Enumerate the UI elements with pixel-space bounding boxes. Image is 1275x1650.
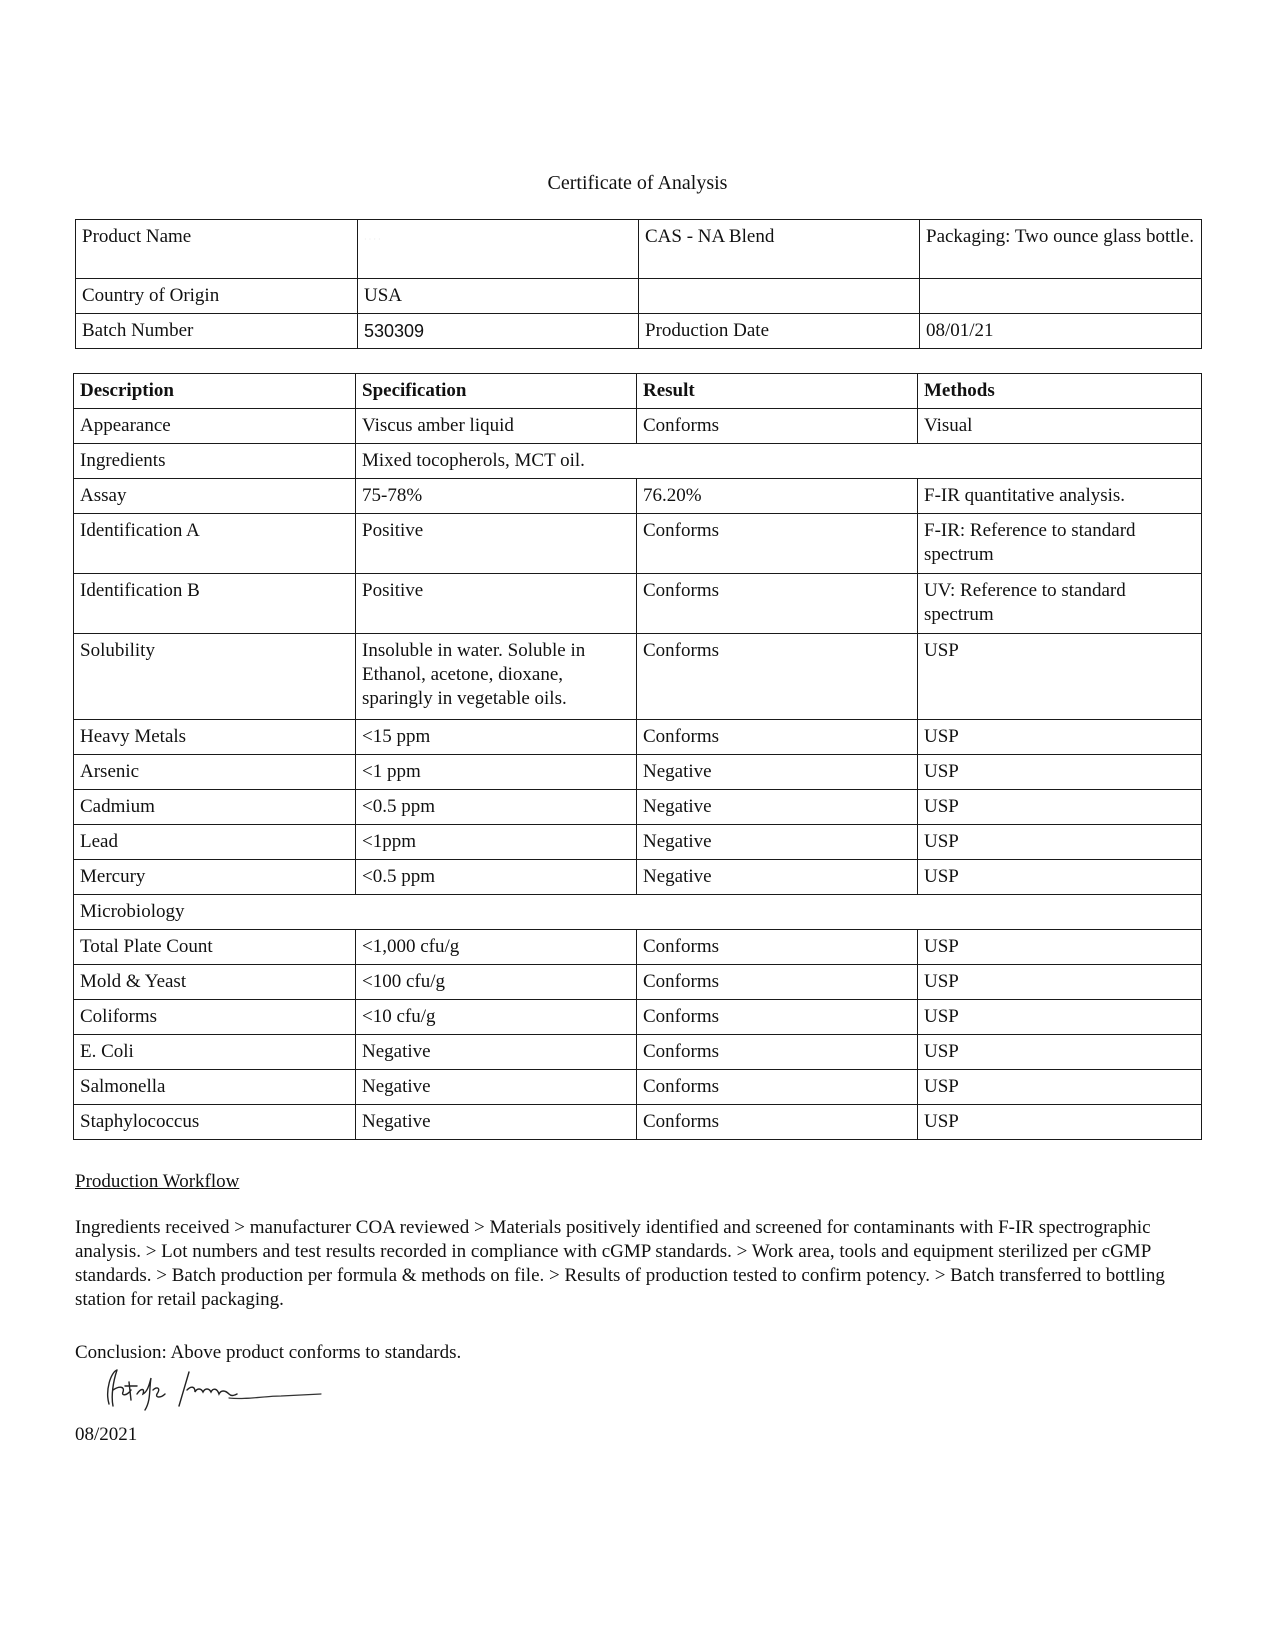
table-row: [74, 825, 1202, 860]
result-cell: Negative: [637, 790, 918, 825]
result-cell: Conforms: [637, 574, 918, 634]
description-cell: Arsenic: [74, 755, 356, 790]
specification-cell: <1ppm: [356, 825, 637, 860]
column-header-specification: Specification: [356, 374, 637, 409]
table-row: [76, 314, 1202, 349]
method-cell: USP: [918, 720, 1202, 755]
result-cell: Negative: [637, 825, 918, 860]
redacted-product-name: · · · ·: [364, 235, 381, 244]
method-cell: USP: [918, 965, 1202, 1000]
table-row: [74, 860, 1202, 895]
table-row: [74, 1035, 1202, 1070]
description-cell: E. Coli: [74, 1035, 356, 1070]
method-cell: USP: [918, 825, 1202, 860]
method-cell: USP: [918, 634, 1202, 720]
description-cell: Total Plate Count: [74, 930, 356, 965]
column-header-result: Result: [637, 374, 918, 409]
description-cell: Identification B: [74, 574, 356, 634]
table-row: [74, 755, 1202, 790]
description-cell: Coliforms: [74, 1000, 356, 1035]
method-cell: USP: [918, 860, 1202, 895]
table-row: [74, 634, 1202, 720]
production-date-value: 08/01/21: [920, 314, 1202, 349]
description-cell: Staphylococcus: [74, 1105, 356, 1140]
table-row: [76, 220, 1202, 279]
description-cell: Solubility: [74, 634, 356, 720]
product-info-table: [75, 219, 1202, 349]
description-cell: Mercury: [74, 860, 356, 895]
method-cell: USP: [918, 1035, 1202, 1070]
specification-cell: Negative: [356, 1105, 637, 1140]
conclusion-text: Conclusion: Above product conforms to standards.: [75, 1342, 462, 1363]
country-label: Country of Origin: [76, 279, 358, 314]
result-cell: Conforms: [637, 409, 918, 444]
result-cell: 76.20%: [637, 479, 918, 514]
description-cell: Appearance: [74, 409, 356, 444]
table-row: [74, 790, 1202, 825]
specification-cell: <100 cfu/g: [356, 965, 637, 1000]
result-cell: Conforms: [637, 1000, 918, 1035]
description-cell: Cadmium: [74, 790, 356, 825]
method-cell: F-IR: Reference to standard spectrum: [918, 514, 1202, 574]
result-cell: Conforms: [637, 514, 918, 574]
signature-icon: [95, 1360, 325, 1416]
table-row: [74, 444, 1202, 479]
page-title: Certificate of Analysis: [547, 172, 728, 194]
specification-cell: Negative: [356, 1035, 637, 1070]
specification-cell: Positive: [356, 514, 637, 574]
cas-label: CAS - NA Blend: [639, 220, 920, 279]
description-cell: Lead: [74, 825, 356, 860]
description-cell: Assay: [74, 479, 356, 514]
specification-cell: 75-78%: [356, 479, 637, 514]
table-row: [74, 965, 1202, 1000]
method-cell: USP: [918, 755, 1202, 790]
method-cell: F-IR quantitative analysis.: [918, 479, 1202, 514]
column-header-methods: Methods: [918, 374, 1202, 409]
method-cell: USP: [918, 1105, 1202, 1140]
table-row: [76, 279, 1202, 314]
specification-cell: <10 cfu/g: [356, 1000, 637, 1035]
method-cell: Visual: [918, 409, 1202, 444]
microbiology-section-label: Microbiology: [74, 895, 1202, 930]
result-cell: Conforms: [637, 930, 918, 965]
description-cell: Mold & Yeast: [74, 965, 356, 1000]
batch-label: Batch Number: [76, 314, 358, 349]
result-cell: Conforms: [637, 634, 918, 720]
result-cell: Conforms: [637, 1105, 918, 1140]
result-cell: Negative: [637, 755, 918, 790]
result-cell: Negative: [637, 860, 918, 895]
description-cell: Identification A: [74, 514, 356, 574]
signature-date: 08/2021: [75, 1424, 138, 1445]
table-row: [74, 409, 1202, 444]
production-date-label: Production Date: [639, 314, 920, 349]
specification-cell: <0.5 ppm: [356, 860, 637, 895]
specification-cell: Mixed tocopherols, MCT oil.: [356, 444, 1202, 479]
table-row: [74, 514, 1202, 574]
table-row: [74, 1000, 1202, 1035]
table-row: [74, 720, 1202, 755]
table-row: [74, 1105, 1202, 1140]
product-name-label: Product Name: [76, 220, 358, 279]
empty-cell: [920, 279, 1202, 314]
specification-cell: <1 ppm: [356, 755, 637, 790]
country-value: USA: [358, 279, 639, 314]
method-cell: USP: [918, 930, 1202, 965]
method-cell: USP: [918, 1000, 1202, 1035]
batch-value: 530309: [358, 314, 639, 349]
analysis-table: [73, 373, 1202, 1140]
method-cell: USP: [918, 1070, 1202, 1105]
result-cell: Conforms: [637, 965, 918, 1000]
specification-cell: Insoluble in water. Soluble in Ethanol, acetone, dioxane, sparingly in vegetable oils.: [356, 634, 637, 720]
production-workflow-text: Ingredients received > manufacturer COA reviewed > Materials positively identified and screened for contaminants with F-IR spectrographic analysis. > Lot numbers and test results recorded in compliance with cGMP standards. > Work area, tools and equipment sterilized per cGMP standards. > Batch production per formula & methods on file. > Results of production tested to confirm potency. > Batch transferred to bottling station for retail packaging.: [75, 1217, 1165, 1310]
production-workflow-heading: Production Workflow: [75, 1171, 240, 1192]
specification-cell: <1,000 cfu/g: [356, 930, 637, 965]
description-cell: Ingredients: [74, 444, 356, 479]
specification-cell: Negative: [356, 1070, 637, 1105]
description-cell: Salmonella: [74, 1070, 356, 1105]
method-cell: USP: [918, 790, 1202, 825]
table-section-row: [74, 895, 1202, 930]
specification-cell: <15 ppm: [356, 720, 637, 755]
table-row: [74, 574, 1202, 634]
table-row: [74, 1070, 1202, 1105]
product-name-value: [358, 220, 639, 279]
result-cell: Conforms: [637, 720, 918, 755]
method-cell: UV: Reference to standard spectrum: [918, 574, 1202, 634]
table-row: [74, 930, 1202, 965]
description-cell: Heavy Metals: [74, 720, 356, 755]
result-cell: Conforms: [637, 1070, 918, 1105]
specification-cell: Positive: [356, 574, 637, 634]
table-row: [74, 479, 1202, 514]
packaging-info: Packaging: Two ounce glass bottle.: [920, 220, 1202, 279]
result-cell: Conforms: [637, 1035, 918, 1070]
empty-cell: [639, 279, 920, 314]
table-header-row: [74, 374, 1202, 409]
column-header-description: Description: [74, 374, 356, 409]
specification-cell: <0.5 ppm: [356, 790, 637, 825]
specification-cell: Viscus amber liquid: [356, 409, 637, 444]
